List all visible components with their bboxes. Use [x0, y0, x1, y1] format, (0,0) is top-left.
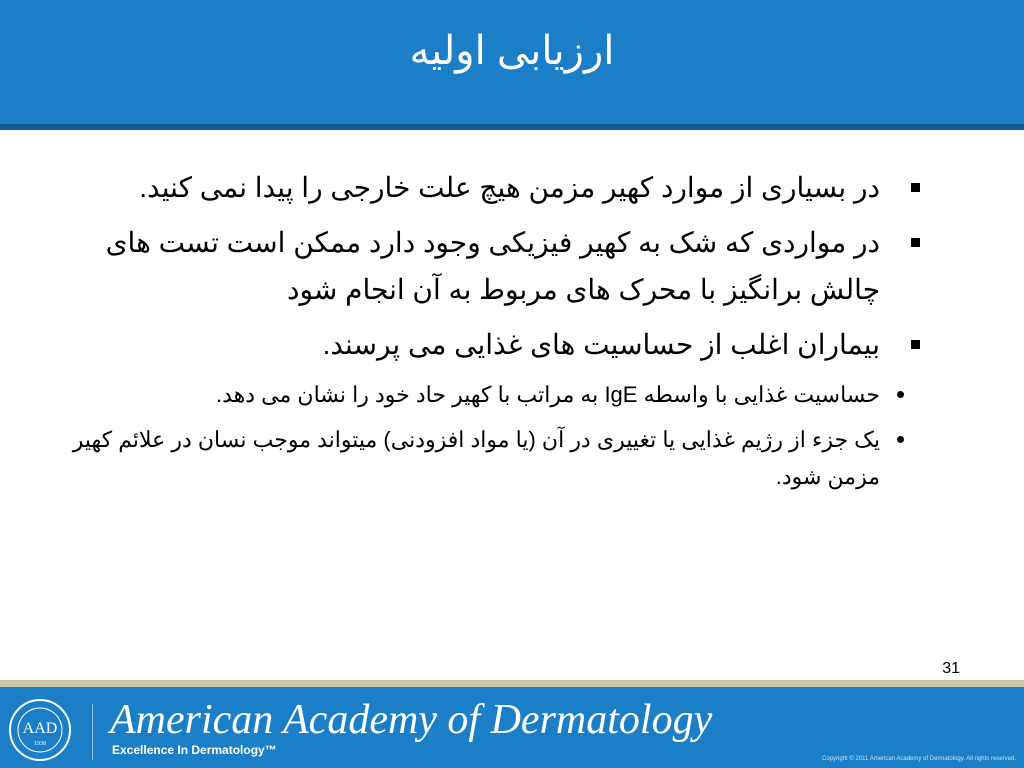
copyright-text: Copyright © 2011 American Academy of Dermatology. All rights reserved.: [822, 756, 1016, 762]
org-name: American Academy of Dermatology: [110, 697, 713, 743]
slide-title: ارزیابی اولیه: [409, 29, 615, 73]
square-bullet-icon: [911, 183, 920, 192]
title-bar-shadow: [0, 124, 1024, 130]
slide-number: 31: [942, 660, 960, 677]
round-bullet-icon: [897, 391, 904, 398]
bullet-text: بیماران اغلب از حساسیت های غذایی می پرسند.: [322, 329, 880, 360]
footer-stripe: [0, 680, 1024, 687]
bullet-text: در بسیاری از موارد کهیر مزمن هیچ علت خارجی را پیدا نمی کنید.: [139, 172, 880, 203]
svg-text:1938: 1938: [34, 741, 46, 747]
ige-term: IgE: [604, 382, 638, 407]
sub-bullet-item: [40, 376, 920, 413]
slide-content: [40, 164, 920, 503]
sub-bullet-item: [40, 421, 920, 495]
aad-seal-logo: [8, 698, 72, 762]
bullet-item: [40, 321, 920, 368]
sub-bullet-text-start: حساسیت غذایی با واسطه: [643, 382, 880, 407]
footer-divider: [92, 704, 93, 760]
footer-bar: [0, 680, 1024, 768]
sub-bullet-text-end: به مراتب با کهیر حاد خود را نشان می دهد.: [216, 382, 599, 407]
sub-bullet-text: یک جزء از رژیم غذایی یا تغییری در آن (یا مواد افزودنی) میتواند موجب نسان در علائم کهیر مزمن شود.: [72, 427, 880, 489]
round-bullet-icon: [897, 436, 904, 443]
bullet-item: [40, 164, 920, 211]
bullet-item: [40, 219, 920, 313]
bullet-text: در مواردی که شک به کهیر فیزیکی وجود دارد ممکن است تست های چالش برانگیز با محرک های مربوط به آن انجام شود: [105, 227, 880, 305]
svg-text:AAD: AAD: [22, 720, 58, 737]
tagline: Excellence In Dermatology™: [112, 743, 277, 757]
title-bar: [0, 0, 1024, 130]
square-bullet-icon: [911, 238, 920, 247]
square-bullet-icon: [911, 340, 920, 349]
